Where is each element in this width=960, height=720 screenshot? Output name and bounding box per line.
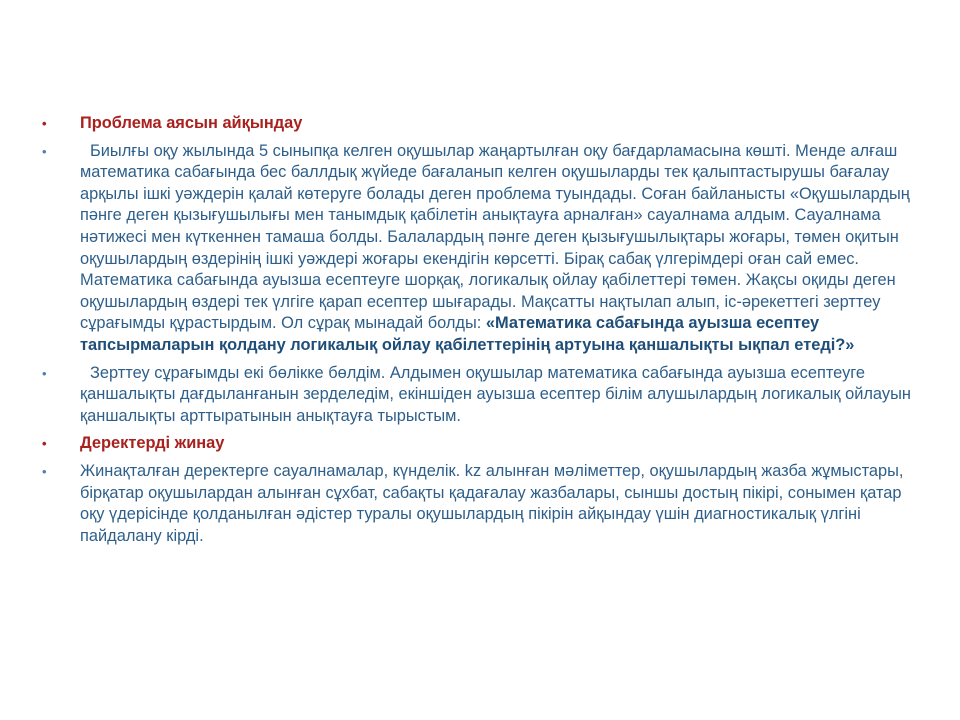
bullet-icon: • <box>42 436 47 452</box>
paragraph-research-parts <box>38 363 918 428</box>
research-question: «Математика сабағында ауызша есептеу тапсырмаларын қолдану логикалық ойлау қабілеттерінің артуына қаншалықты ықпал етеді?» <box>80 314 855 354</box>
paragraph-data-sources <box>38 461 918 547</box>
bullet-icon: • <box>42 116 47 131</box>
bullet-icon: • <box>42 143 47 159</box>
paragraph-problem <box>38 141 918 357</box>
paragraph-text: Зерттеу сұрағымды екі бөлікке бөлдім. Алдымен оқушылар математика сабағында ауызша есептеуге қаншалықты дағдыланғанын зерделедім, екіншіден ауызша есептер білім алушылардың логикалық ойлауын қаншалықты арттыратынын анықтауға тырыстым. <box>80 363 911 425</box>
heading-data-collection <box>38 433 918 455</box>
paragraph-body: Биылғы оқу жылында 5 сыныпқа келген оқушылар жаңартылған оқу бағдарламасына көшті. Менде алғаш математика сабағында бес баллдық жүйеде бағаланып келген оқушыларды тек қалыптастырушы бағалау арқылы ішкі уәждерін қалай көтеруге болады деген проблема туындады. Соған байланысты «Оқушылардың пәнге деген қызығушылығы мен танымдық қабілетін анықтауға арналған» сауалнама алдым. Сауалнама нәтижесі мен күткеннен тамаша болды. Балалардың пәнге деген қызығушылықтары жоғары, төмен оқитын оқушылардың өздерінің ішкі уәждері жоғары екендігін көрсетті. Бірақ сабақ үлгерімдері оған сай емес. Математика сабағында ауызша есептеуге шорқақ, логикалық ойлау қабілеттері төмен. Жақсы оқиды деген оқушылардың өздері тек үлгіге қарап есептер шығарады. Мақсатты нақтылап алып, іс-әрекеттегі зерттеу сұрағымды құрастырдым. Ол сұрақ мынадай болды: <box>80 141 910 333</box>
heading-text: Проблема аясын айқындау <box>80 114 303 132</box>
bullet-icon: • <box>42 365 47 381</box>
paragraph-text <box>80 141 918 357</box>
bullet-icon: • <box>42 463 47 479</box>
heading-text: Деректерді жинау <box>80 434 225 453</box>
bullet-list <box>38 113 918 553</box>
heading-problem-scope <box>38 113 918 135</box>
paragraph-text: Жинақталған деректерге сауалнамалар, күнделік. kz алынған мәліметтер, оқушылардың жазба жұмыстары, бірқатар оқушылардан алынған сұхбат, сабақты қадағалау жазбалары, сыншы достың пікірі, сонымен қатар оқу үдерісінде қолданылған әдістер туралы оқушылардың пікірін айқындау үшін диагностикалық үлгіні пайдалану кірді. <box>80 461 904 545</box>
